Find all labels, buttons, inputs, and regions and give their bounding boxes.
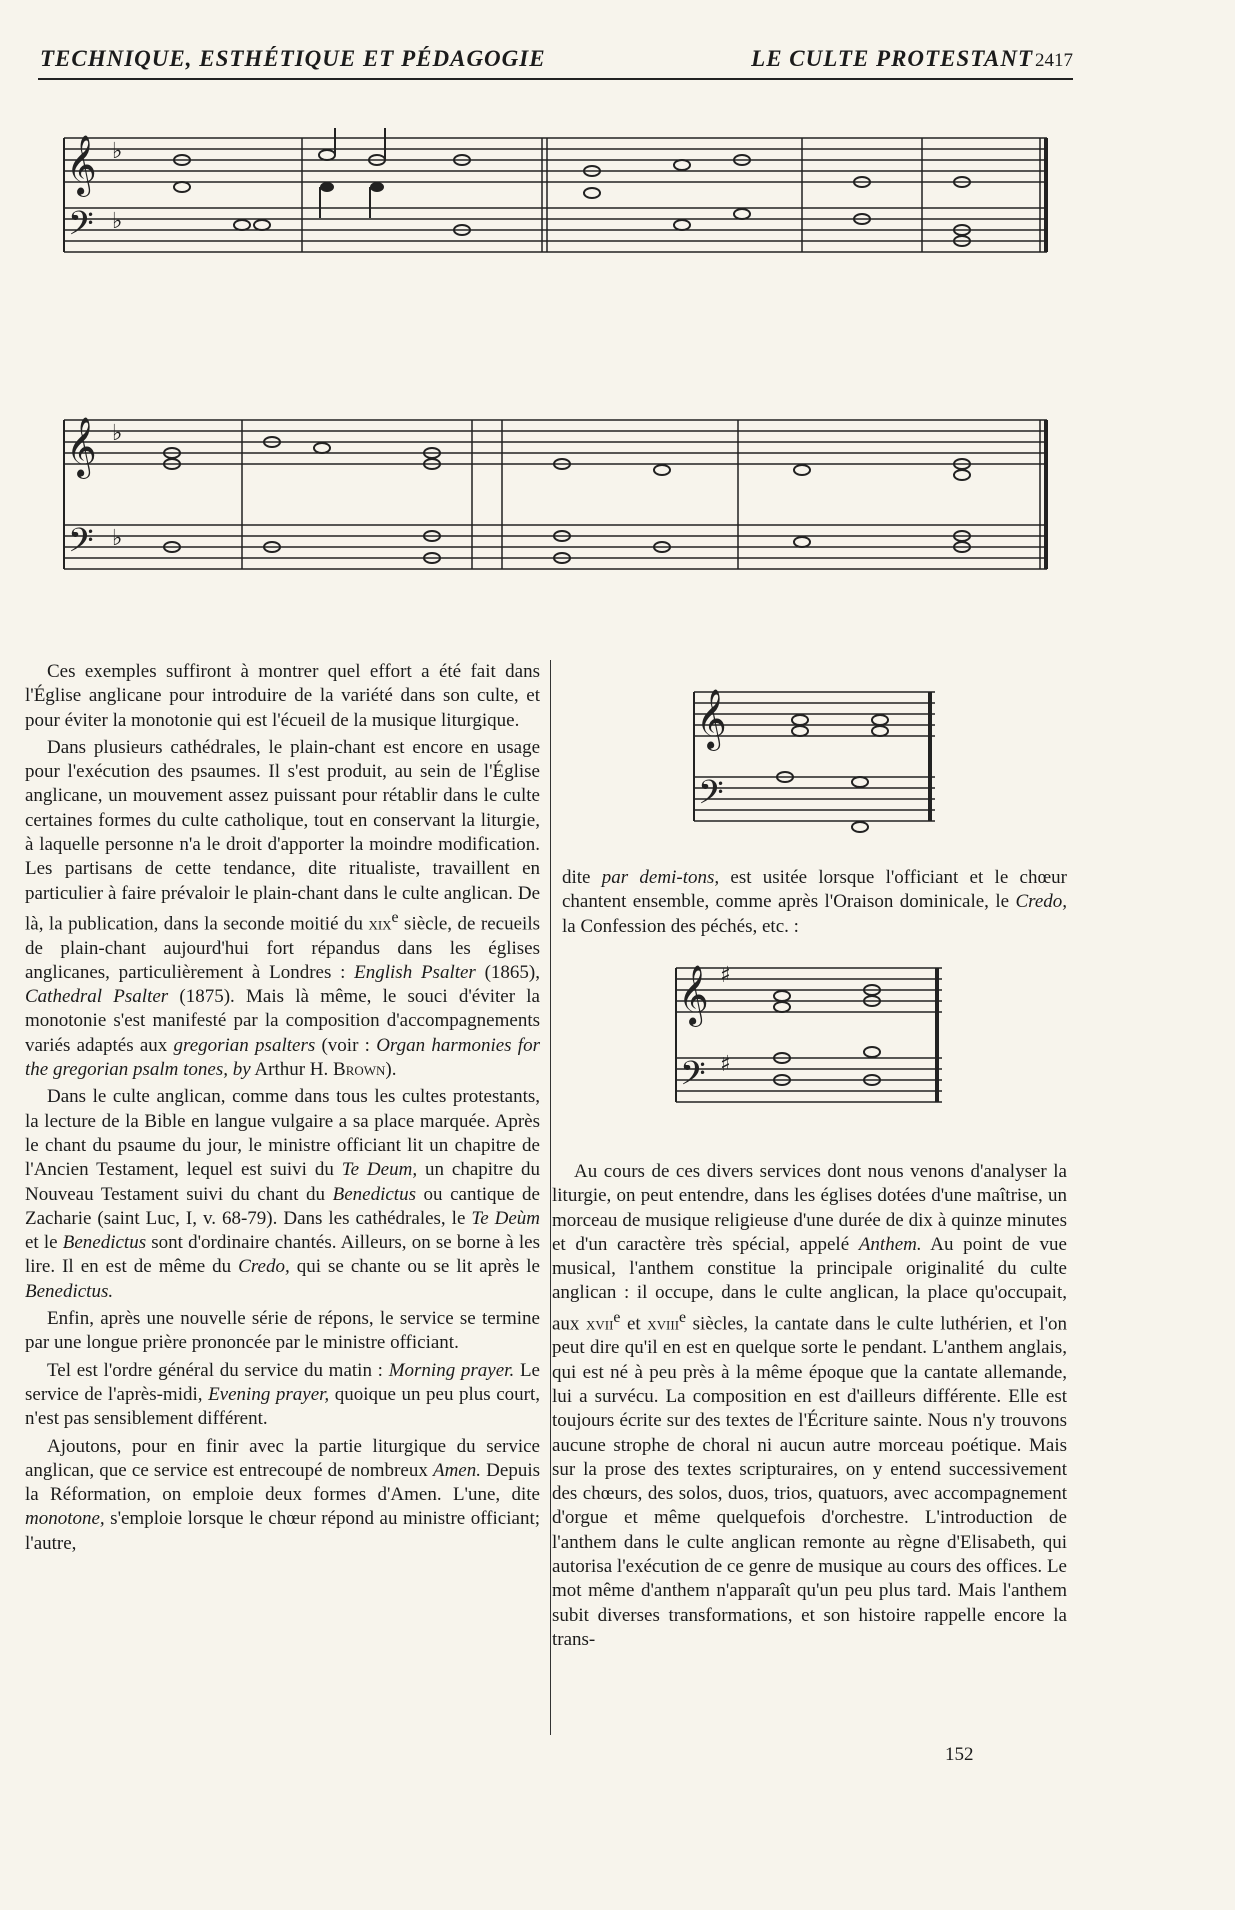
header-page-number: 2417 [1035, 50, 1073, 71]
title-italic: par demi-tons, [601, 867, 720, 888]
svg-text:𝄞: 𝄞 [696, 689, 727, 749]
century: xviii [647, 1313, 680, 1335]
title-italic: monotone, [25, 1508, 105, 1530]
paragraph-amen-demi-tons [562, 866, 1067, 939]
column-divider [550, 660, 551, 1735]
music-example-2 [62, 400, 1072, 590]
paragraph-6 [25, 1435, 540, 1556]
music-example-1 [62, 128, 1072, 318]
paragraph-anthem [552, 1160, 1067, 1652]
title-italic: Organ harmonies for the gregorian psalm tones, by [25, 1034, 540, 1081]
text: (voir : [315, 1034, 377, 1056]
svg-text:♭: ♭ [112, 421, 123, 446]
music-example-amen-demi-tons [672, 958, 947, 1128]
title-italic: Benedictus [62, 1232, 147, 1254]
title-italic: Te Deum, [341, 1159, 418, 1181]
paragraph-4 [25, 1307, 540, 1356]
text: Depuis la Réformation, on emploie deux formes d'Amen. L'une, dite [25, 1459, 540, 1506]
text: sont d'ordinaire chantés. Ailleurs, on se borne à les lire. Il en est de même du [25, 1232, 540, 1278]
author: Brown [333, 1059, 386, 1081]
svg-text:♭: ♭ [112, 209, 123, 234]
title-italic: Cathedral Psalter [25, 986, 169, 1008]
paragraph-2 [25, 736, 540, 1082]
svg-text:𝄢: 𝄢 [68, 205, 94, 251]
right-column-upper [562, 866, 1067, 942]
text: Enfin, après une nouvelle série de répons, le service se termine par une longue prière prononcée par le ministre officiant. [25, 1308, 540, 1354]
century-sup: e [613, 1308, 621, 1326]
svg-text:𝄞: 𝄞 [678, 965, 709, 1025]
title-italic: English Psalter [354, 961, 476, 983]
century-sup: e [679, 1308, 687, 1326]
running-header [38, 44, 1073, 80]
svg-text:♯: ♯ [720, 963, 731, 988]
paragraph-3 [25, 1085, 540, 1304]
text: quoique un peu plus court, n'est pas sensiblement différent. [25, 1383, 540, 1430]
title-italic: Anthem. [858, 1233, 922, 1255]
text: la Confession des péchés, etc. : [562, 915, 799, 937]
century: xix [368, 913, 392, 935]
paragraph-5 [25, 1359, 540, 1432]
title-italic: Te Deùm [471, 1207, 540, 1229]
svg-text:𝄢: 𝄢 [698, 774, 724, 820]
title-italic: gregorian psalters [173, 1034, 316, 1056]
century-sup: e [391, 908, 399, 926]
text: qui se chante ou se lit après le [289, 1256, 540, 1278]
text: siècles, la cantate dans le culte luthérien, et l'on peut dire qu'il en est en quelque sorte le pendant. L'anthem anglais, qui est né à peu près à la même époque que la cantate allemande, lui a survécu. La composition en est d'ailleurs différente. Elle est toujours écrite sur des textes de l'Écriture sainte. Nous n'y trouvons aucune strophe de choral ni aucun autre morceau poétique. Mais sur la prose des textes scripturaires, on y entend successivement des chœurs, des solos, duos, trios, quatuors, avec accompagnement d'orgue et même quelquefois d'orchestre. L'introduction de l'anthem dans le culte anglican remonte au règne d'Elisabeth, qui autorisa l'exécution de ce genre de musique au cours des offices. Le mot même d'anthem n'apparaît qu'un peu plus tard. Mais l'anthem subit diverses transformations, et son histoire rappelle encore la trans- [552, 1313, 1068, 1650]
svg-text:𝄞: 𝄞 [66, 417, 97, 477]
paragraph-1 [25, 660, 540, 733]
header-right-title: LE CULTE PROTESTANT [751, 46, 1033, 71]
text: ). [385, 1059, 397, 1081]
svg-text:♭: ♭ [112, 139, 123, 164]
title-italic: Morning prayer. [388, 1359, 515, 1381]
title-italic: Evening prayer, [208, 1383, 330, 1405]
text: Au point de vue musical, l'anthem constitue la principale originalité du culte anglican : il occupe, dans le culte anglican, la place qu'occupait, aux [552, 1233, 1067, 1335]
header-left-title: TECHNIQUE, ESTHÉTIQUE ET PÉDAGOGIE [40, 46, 546, 71]
text: Ces exemples suffiront à montrer quel effort a été fait dans l'Église anglicane pour introduire de la variété dans son culte, et pour éviter la monotonie qui est l'écueil de la musique liturgique. [25, 661, 540, 731]
music-example-amen-monotone [690, 672, 940, 842]
text: Au cours de ces divers services dont nous venons d'analyser la liturgie, on peut entendre, dans les églises dotées d'une maîtrise, un morceau de musique religieuse d'une durée de dix à quinze minutes et d'un caractère très spécial, appelé [552, 1161, 1067, 1255]
svg-text:♭: ♭ [112, 526, 123, 551]
text: et le [25, 1232, 63, 1254]
text: Dans plusieurs cathédrales, le plain-chant est encore en usage pour l'exécution des psaumes. Il s'est produit, au sein de l'Église anglicane, un mouvement assez puissant pour rétablir dans le culte certaines formes du culte catholique, tout en conservant la liturgie, à laquelle personne n'a le droit d'apporter la moindre modification. Les partisans de cette tendance, dite ritualiste, travaillent en particulier à faire prévaloir le plain-chant dans le culte anglican. De là, la publication, dans la seconde moitié du [25, 736, 540, 935]
title-italic: Benedictus. [25, 1280, 114, 1302]
svg-text:𝄢: 𝄢 [680, 1055, 706, 1101]
text: Arthur H. [250, 1059, 334, 1081]
text: et [620, 1313, 648, 1335]
title-italic: Credo, [238, 1256, 290, 1278]
page-number: 152 [945, 1744, 974, 1765]
svg-text:𝄞: 𝄞 [66, 135, 97, 195]
left-column [25, 660, 540, 1559]
right-column-lower [552, 1160, 1067, 1655]
text: Dans le culte anglican, comme dans tous les cultes protestants, la lecture de la Bible en langue vulgaire a sa place marquée. Après le chant du psaume du jour, le ministre officiant lit un chapitre de l'Ancien Testament, lequel est suivi du [25, 1086, 540, 1181]
title-italic: Credo, [1015, 891, 1067, 913]
text: siècle, de recueils de plain-chant aujourd'hui fort répandus dans les églises anglicanes, particulièrement à Londres : [25, 913, 540, 983]
title-italic: Amen. [432, 1459, 481, 1481]
text: Le service de l'après-midi, [25, 1359, 540, 1405]
text: (1865), [475, 961, 540, 983]
text: (1875). Mais là même, le souci d'éviter la monotonie s'est manifesté par la composition d'accompagnements variés adaptés aux [25, 986, 540, 1056]
text: est usitée lorsque l'officiant et le chœur chantent ensemble, comme après l'Oraison dominicale, le [562, 867, 1067, 913]
text: ou cantique de Zacharie (saint Luc, I, v. 68-79). Dans les cathédrales, le [25, 1183, 540, 1229]
text: s'emploie lorsque le chœur répond au ministre officiant; l'autre, [25, 1508, 540, 1554]
title-italic: Benedictus [332, 1183, 416, 1205]
svg-text:𝄢: 𝄢 [68, 522, 94, 568]
svg-text:♯: ♯ [720, 1052, 731, 1077]
text: un chapitre du Nouveau Testament suivi du chant du [25, 1159, 541, 1205]
text: dite [562, 867, 602, 888]
text: Ajoutons, pour en finir avec la partie liturgique du service anglican, que ce service est entrecoupé de nombreux [25, 1435, 540, 1481]
century: xvii [585, 1313, 614, 1335]
text: Tel est l'ordre général du service du matin : [47, 1359, 389, 1381]
